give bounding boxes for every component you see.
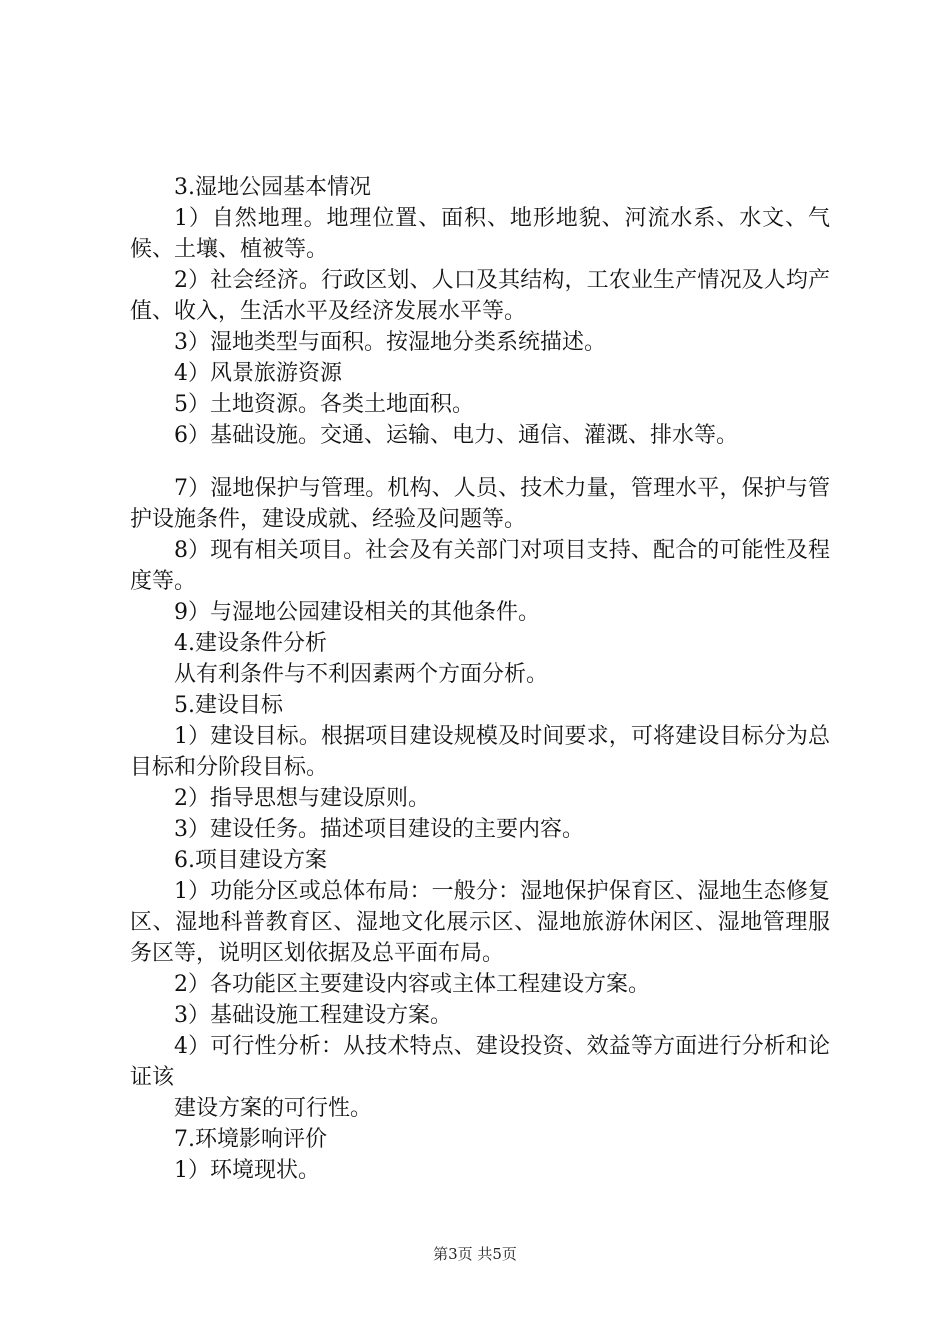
paragraph-infrastructure-plan: 3）基础设施工程建设方案。 (174, 1003, 452, 1028)
paragraph-infrastructure: 6）基础设施。交通、运输、电力、通信、灌溉、排水等。 (174, 423, 738, 448)
section-heading-3: 3.湿地公园基本情况 (174, 175, 371, 200)
document-body (130, 172, 830, 1186)
section-heading-4: 4.建设条件分析 (174, 631, 327, 656)
paragraph-wetland-type: 3）湿地类型与面积。按湿地分类系统描述。 (174, 330, 606, 355)
paragraph-condition-analysis: 从有利条件与不利因素两个方面分析。 (174, 662, 549, 687)
paragraph-environment-status: 1）环境现状。 (174, 1158, 320, 1183)
paragraph-zone-construction: 2）各功能区主要建设内容或主体工程建设方案。 (174, 972, 650, 997)
paragraph-protection-management: 7）湿地保护与管理。机构、人员、技术力量，管理水平，保护与管护设施条件，建设成就、经验及问题等。 (130, 476, 830, 532)
page-number-footer: 第3页 共5页 (433, 1245, 517, 1263)
paragraph-other-conditions: 9）与湿地公园建设相关的其他条件。 (174, 600, 540, 625)
paragraph-construction-goal: 1）建设目标。根据项目建设规模及时间要求，可将建设目标分为总目标和分阶段目标。 (130, 724, 830, 780)
paragraph-natural-geography: 1）自然地理。地理位置、面积、地形地貌、河流水系、水文、气候、土壤、植被等。 (130, 206, 830, 262)
paragraph-social-economy: 2）社会经济。行政区划、人口及其结构，工农业生产情况及人均产值、收入，生活水平及经济发展水平等。 (130, 268, 830, 324)
section-heading-5: 5.建设目标 (174, 693, 283, 718)
section-heading-7: 7.环境影响评价 (174, 1127, 327, 1152)
paragraph-tourism-resources: 4）风景旅游资源 (174, 361, 342, 386)
paragraph-feasibility-cont: 建设方案的可行性。 (174, 1096, 373, 1121)
paragraph-land-resources: 5）土地资源。各类土地面积。 (174, 392, 474, 417)
paragraph-construction-tasks: 3）建设任务。描述项目建设的主要内容。 (174, 817, 584, 842)
paragraph-feasibility: 4）可行性分析：从技术特点、建设投资、效益等方面进行分析和论证该 (130, 1034, 830, 1090)
paragraph-functional-zoning: 1）功能分区或总体布局：一般分：湿地保护保育区、湿地生态修复区、湿地科普教育区、湿地文化展示区、湿地旅游休闲区、湿地管理服务区等，说明区划依据及总平面布局。 (130, 879, 830, 966)
section-heading-6: 6.项目建设方案 (174, 848, 327, 873)
paragraph-existing-projects: 8）现有相关项目。社会及有关部门对项目支持、配合的可能性及程度等。 (130, 538, 830, 594)
paragraph-guiding-principles: 2）指导思想与建设原则。 (174, 786, 430, 811)
